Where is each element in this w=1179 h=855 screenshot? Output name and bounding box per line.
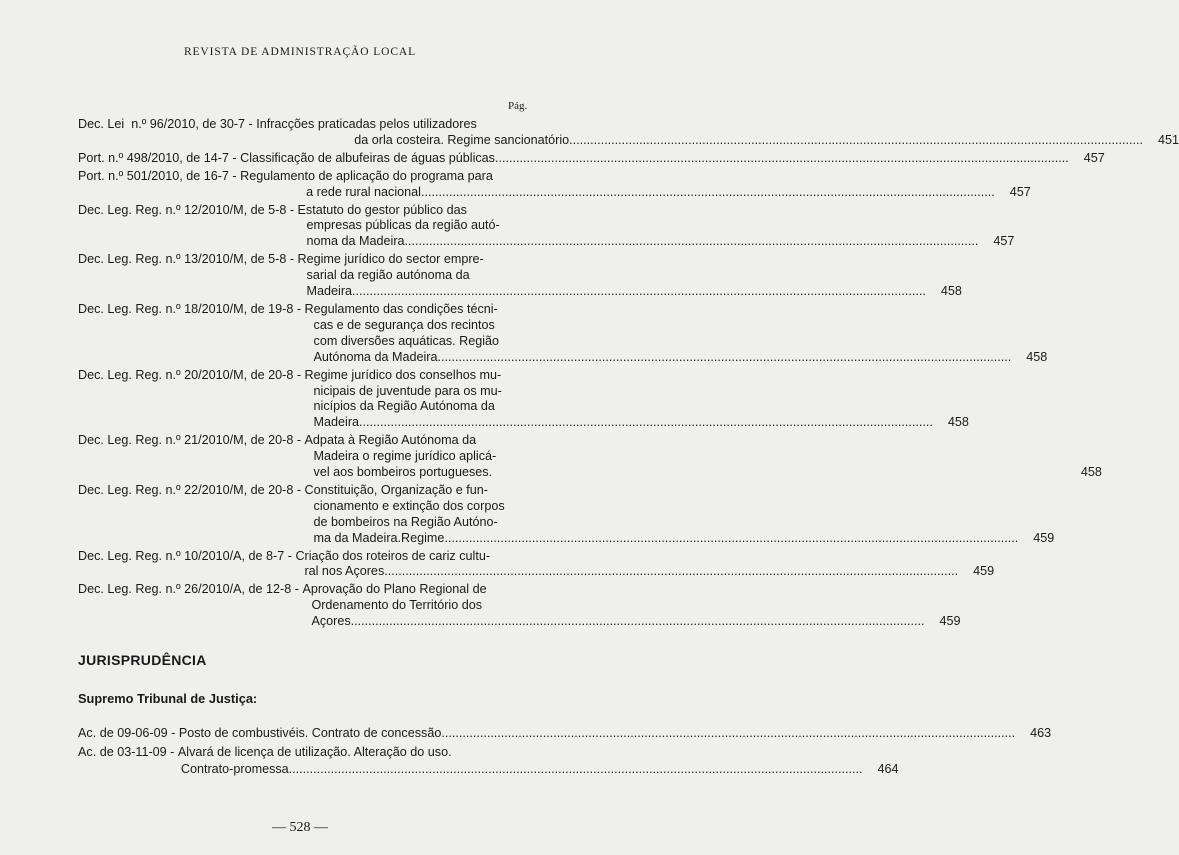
entry-text: Ordenamento do Território dos (311, 598, 483, 613)
entry-text: cas e de segurança dos recintos (313, 317, 495, 332)
index-entry (78, 150, 1105, 167)
entry-text: vel aos bombeiros portugueses. (313, 465, 493, 480)
entry-line (305, 399, 969, 415)
entry-line (298, 218, 1015, 234)
entry-reference: Dec. Leg. Reg. n.º 10/2010/A, de 8-7 - (78, 548, 296, 563)
entry-line (302, 582, 960, 598)
dot-leader (289, 761, 863, 778)
entry-text: ma da Madeira.Regime (313, 530, 445, 545)
page-reference: 459 (1033, 530, 1055, 545)
dot-leader (352, 284, 926, 300)
dot-leader (444, 531, 1018, 547)
entry-line (298, 203, 1015, 219)
entry-description (179, 725, 1051, 742)
entry-reference: Dec. Lei n.º 96/2010, de 30-7 - (78, 117, 257, 131)
entry-line (305, 531, 1055, 547)
entry-reference: Dec. Leg. Reg. n.º 21/2010/M, de 20-8 - (78, 433, 305, 448)
index-entry (78, 725, 1052, 742)
entry-line (298, 234, 1015, 250)
entry-text: noma da Madeira (306, 234, 405, 249)
entry-text: nicípios da Região Autónoma da (313, 399, 495, 414)
entry-text: Regulamento das condições técni- (304, 301, 498, 316)
entry-description (295, 549, 994, 581)
page-reference: 463 (1030, 726, 1052, 740)
legislation-index (78, 117, 1179, 632)
page-reference: 458 (947, 415, 969, 430)
entry-line (178, 744, 899, 761)
entry-line (295, 549, 994, 565)
entry-line (298, 268, 962, 284)
entry-reference: Dec. Leg. Reg. n.º 20/2010/M, de 20-8 - (78, 367, 305, 382)
dot-leader (384, 564, 958, 580)
entry-reference: Ac. de 03-11-09 - (78, 745, 178, 759)
entry-line (305, 499, 1055, 515)
entry-line (305, 433, 1102, 449)
entry-text: Autónoma da Madeira (313, 349, 438, 364)
page-reference: 457 (1009, 184, 1031, 199)
entry-text: Regulamento de aplicação do programa para (240, 168, 493, 183)
entry-line (305, 302, 1048, 318)
entry-line (305, 368, 969, 384)
page-reference: 457 (993, 234, 1015, 249)
entry-line (298, 252, 962, 268)
entry-line (305, 318, 1048, 334)
entry-line (305, 350, 1048, 366)
entry-text: de bombeiros na Região Autóno- (313, 514, 498, 529)
dot-leader (359, 415, 933, 431)
entry-text: nicipais de juventude para os mu- (313, 383, 502, 398)
page-reference: 457 (1083, 150, 1105, 165)
entry-line (256, 117, 1179, 133)
entry-description (305, 433, 1102, 481)
entry-reference: Dec. Leg. Reg. n.º 13/2010/M, de 5-8 - (78, 252, 298, 267)
entry-reference: Dec. Leg. Reg. n.º 12/2010/M, de 5-8 - (78, 202, 298, 217)
entry-description (240, 151, 1105, 167)
entry-text: Infracções praticadas pelos utilizadores (256, 117, 477, 131)
entry-text: ral nos Açores (304, 564, 385, 579)
entry-description (240, 169, 1031, 201)
index-entry (78, 202, 1015, 251)
entry-text: da orla costeira. Regime sancionatório (354, 132, 570, 147)
entry-text: Criação dos roteiros de cariz cultu- (295, 548, 491, 563)
entry-description (256, 117, 1179, 149)
index-entry (78, 548, 995, 581)
entry-text: Madeira (313, 415, 360, 430)
entry-line (305, 334, 1048, 350)
index-entry (78, 582, 961, 630)
index-entry (78, 301, 1048, 366)
entry-line (240, 151, 1105, 167)
page-reference: 451 (1157, 132, 1179, 147)
entry-text: Contrato-promessa (180, 762, 289, 776)
entry-line (305, 515, 1055, 531)
entry-text: empresas públicas da região autó- (306, 218, 500, 233)
entry-description (305, 302, 1048, 366)
entry-line (295, 564, 994, 580)
index-entry (78, 482, 1055, 547)
entry-line (305, 465, 1102, 481)
entry-text: Posto de combustivéis. Contrato de concessão (178, 726, 442, 740)
entry-line (305, 449, 1102, 465)
entry-line (302, 614, 960, 630)
page-reference: 459 (939, 614, 961, 629)
court-heading: Supremo Tribunal de Justiça: (78, 691, 258, 706)
entry-line (305, 483, 1055, 499)
entry-description (298, 252, 962, 300)
entry-description (305, 368, 969, 432)
index-entry (78, 168, 1031, 201)
entry-reference: Dec. Leg. Reg. n.º 22/2010/M, de 20-8 - (78, 482, 305, 497)
index-entry (78, 744, 899, 778)
section-title: JURISPRUDÊNCIA (78, 652, 207, 668)
entry-text: cionamento e extinção dos corpos (313, 498, 505, 513)
entry-line (305, 415, 969, 431)
page-reference: 458 (1080, 465, 1102, 480)
entry-description (178, 744, 899, 778)
entry-line (240, 185, 1031, 201)
entry-reference: Dec. Leg. Reg. n.º 26/2010/A, de 12-8 - (78, 582, 303, 597)
entry-text: Madeira o regime jurídico aplicá- (313, 449, 497, 464)
entry-text: Adpata à Região Autónoma da (304, 433, 477, 448)
entry-line (240, 169, 1031, 185)
dot-leader (405, 234, 979, 250)
dot-leader (569, 133, 1143, 149)
entry-line (178, 761, 899, 778)
entry-description (305, 483, 1055, 547)
entry-reference: Port. n.º 498/2010, de 14-7 - (78, 150, 241, 165)
page-number: — 528 — (272, 820, 328, 835)
index-entry (78, 117, 1179, 149)
entry-text: sarial da região autónoma da (306, 268, 470, 283)
entry-line (179, 725, 1051, 742)
entry-text: Alvará de licença de utilização. Alteração do uso. (177, 745, 452, 759)
entry-text: a rede rural nacional (306, 184, 421, 199)
entry-text: Constituição, Organização e fun- (304, 482, 488, 497)
jurisprudence-index (78, 725, 1052, 780)
entry-text: Estatuto do gestor público das (297, 202, 467, 217)
page-reference: 458 (1026, 349, 1048, 364)
index-entry (78, 433, 1102, 481)
entry-line (305, 384, 969, 400)
entry-line (256, 133, 1179, 149)
entry-reference: Port. n.º 501/2010, de 16-7 - (78, 168, 241, 183)
entry-text: Regime jurídico do sector empre- (297, 252, 484, 267)
entry-text: Madeira (306, 284, 353, 299)
entry-description (302, 582, 960, 630)
dot-leader (421, 185, 995, 201)
page-column-label: Pág. (508, 100, 528, 112)
dot-leader (495, 151, 1069, 167)
entry-text: com diversões aquáticas. Região (313, 333, 500, 348)
dot-leader (437, 350, 1011, 366)
index-entry (78, 252, 962, 300)
dot-leader (351, 614, 925, 630)
running-header: REVISTA DE ADMINISTRAÇÃO LOCAL (183, 46, 417, 58)
entry-text: Aprovação do Plano Regional de (302, 582, 487, 597)
entry-text: Classificação de albufeiras de águas públicas (240, 150, 495, 165)
entry-line (302, 598, 960, 614)
page-reference: 459 (973, 564, 995, 579)
entry-text: Regime jurídico dos conselhos mu- (304, 367, 502, 382)
dot-leader (441, 725, 1015, 742)
page-reference: 464 (877, 762, 899, 776)
entry-reference: Ac. de 09-06-09 - (78, 726, 179, 740)
entry-text: Açores (311, 614, 351, 629)
entry-description (298, 203, 1015, 251)
index-entry (78, 367, 969, 432)
page-reference: 458 (940, 284, 962, 299)
entry-line (298, 284, 962, 300)
entry-reference: Dec. Leg. Reg. n.º 18/2010/M, de 19-8 - (78, 301, 305, 316)
